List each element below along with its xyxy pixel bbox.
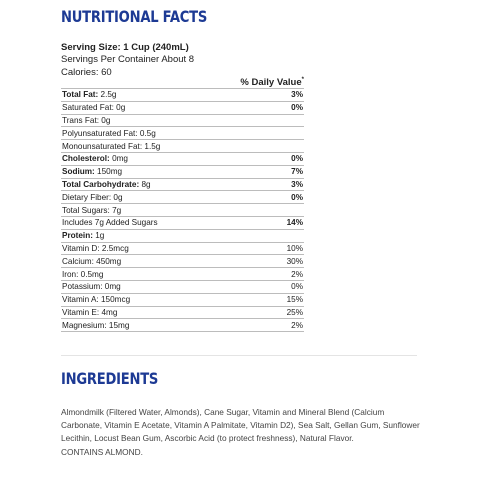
section-divider	[61, 355, 417, 356]
daily-value: 14%	[266, 216, 304, 229]
nutrient-label: Saturated Fat:	[62, 103, 114, 113]
daily-value: 0%	[266, 280, 304, 293]
ingredients-text-block	[61, 406, 423, 459]
nutrition-row	[61, 293, 304, 306]
nutrient-label: Cholesterol:	[62, 154, 110, 164]
servings-per-container: Servings Per Container About 8	[61, 54, 195, 66]
daily-value	[266, 204, 304, 217]
nutrient-cell	[61, 280, 266, 293]
nutrient-amount: 1.5g	[144, 141, 161, 151]
nutrient-amount: 150mg	[97, 167, 123, 177]
daily-value: 10%	[266, 242, 304, 255]
nutrient-amount: 150mcg	[101, 295, 131, 305]
nutrition-row	[61, 255, 304, 268]
nutrient-label: Trans Fat:	[62, 115, 100, 125]
daily-value-header	[238, 77, 304, 88]
daily-value	[266, 127, 304, 140]
nutrient-amount: 1g	[95, 231, 105, 241]
nutrient-cell	[61, 140, 266, 153]
nutrient-amount: 0.5g	[139, 128, 156, 138]
nutrient-cell	[61, 319, 266, 332]
nutrient-cell	[61, 293, 266, 306]
nutrient-label: Total Carbohydrate:	[62, 179, 140, 189]
nutrient-amount: 0g	[116, 103, 126, 113]
nutrition-row	[61, 127, 304, 140]
nutrient-label: Dietary Fiber:	[62, 192, 112, 202]
nutrient-cell	[61, 114, 266, 127]
daily-value-header-label: % Daily Value	[240, 77, 302, 89]
daily-value: 15%	[266, 293, 304, 306]
nutrient-amount: 2.5g	[100, 90, 117, 100]
nutrient-cell	[61, 216, 266, 229]
nutrition-row	[61, 306, 304, 319]
nutrient-label: Iron:	[62, 269, 79, 279]
daily-value	[266, 140, 304, 153]
ingredients-list: Almondmilk (Filtered Water, Almonds), Cane Sugar, Vitamin and Mineral Blend (Calcium Carbonate, Vitamin E Acetate, Vitamin A Palmitate, Vitamin D2), Sea Salt, Gellan Gum, Sunflower Lecithin, Locust Bean Gum, Ascorbic Acid (to protect freshness), Natural Flavor.	[61, 407, 420, 444]
nutrition-row	[61, 152, 304, 165]
daily-value: 0%	[266, 101, 304, 114]
nutrient-cell	[61, 89, 266, 102]
nutrient-label: Vitamin A:	[62, 295, 99, 305]
nutrient-label: Vitamin E:	[62, 307, 100, 317]
nutrient-cell	[61, 229, 266, 242]
nutrition-row	[61, 268, 304, 281]
nutrition-row	[61, 101, 304, 114]
nutrition-row	[61, 280, 304, 293]
nutrient-cell	[61, 127, 266, 140]
nutrient-label: Protein:	[62, 231, 93, 241]
nutrient-amount: 0g	[113, 192, 123, 202]
daily-value: 25%	[266, 306, 304, 319]
nutrition-row	[61, 216, 304, 229]
nutrition-table	[61, 88, 304, 332]
nutrient-amount: 15mg	[108, 320, 130, 330]
nutrient-amount: 0mg	[112, 154, 128, 164]
nutrition-row	[61, 140, 304, 153]
nutrition-row	[61, 204, 304, 217]
nutrient-label: Magnesium:	[62, 320, 107, 330]
nutrient-label: Calcium:	[62, 256, 94, 266]
daily-value	[266, 114, 304, 127]
nutrition-row	[61, 242, 304, 255]
nutrition-row	[61, 229, 304, 242]
serving-size: Serving Size: 1 Cup (240mL)	[61, 42, 189, 53]
daily-value: 30%	[266, 255, 304, 268]
nutrient-cell	[61, 268, 266, 281]
ingredients-heading: INGREDIENTS	[61, 369, 159, 388]
nutrient-amount: 0mg	[104, 282, 121, 292]
nutrient-amount: 0g	[101, 115, 111, 125]
nutrition-row	[61, 165, 304, 178]
nutrient-amount: 4mg	[101, 307, 118, 317]
nutrition-row	[61, 191, 304, 204]
daily-value: 2%	[266, 268, 304, 281]
daily-value: 7%	[266, 165, 304, 178]
nutrition-row	[61, 114, 304, 127]
nutrient-cell	[61, 101, 266, 114]
daily-value-footnote-marker: *	[301, 77, 304, 83]
daily-value: 3%	[266, 89, 304, 102]
nutrition-row	[61, 89, 304, 102]
nutrient-label: Monounsaturated Fat:	[62, 141, 143, 151]
allergen-statement: CONTAINS ALMOND.	[61, 446, 143, 457]
serving-info	[61, 42, 194, 79]
nutrient-amount: 0.5mg	[80, 269, 104, 279]
daily-value: 3%	[266, 178, 304, 191]
daily-value: 0%	[266, 152, 304, 165]
nutrient-cell	[61, 165, 266, 178]
nutrient-cell	[61, 191, 266, 204]
daily-value	[266, 229, 304, 242]
nutrient-amount: 450mg	[96, 256, 122, 266]
nutrition-row	[61, 319, 304, 332]
calories: Calories: 60	[61, 66, 112, 78]
nutrient-label: Polyunsaturated Fat:	[62, 128, 138, 138]
nutrition-facts-heading: NUTRITIONAL FACTS	[61, 7, 208, 26]
nutrient-label: Vitamin D:	[62, 243, 100, 253]
nutrient-label: Sodium:	[62, 167, 95, 177]
daily-value: 2%	[266, 319, 304, 332]
nutrient-label: Total Fat:	[62, 90, 99, 100]
nutrient-label: Total Sugars:	[62, 205, 110, 215]
nutrient-cell	[61, 152, 266, 165]
nutrient-amount: 2.5mcg	[101, 243, 129, 253]
nutrient-cell	[61, 255, 266, 268]
daily-value: 0%	[266, 191, 304, 204]
nutrient-label: Includes 7g Added Sugars	[62, 218, 158, 228]
nutrient-label: Potassium:	[62, 282, 103, 292]
nutrient-cell	[61, 178, 266, 191]
nutrient-amount: 7g	[112, 205, 122, 215]
nutrient-cell	[61, 204, 266, 217]
nutrition-row	[61, 178, 304, 191]
nutrient-amount: 8g	[141, 179, 151, 189]
nutrient-cell	[61, 242, 266, 255]
nutrient-cell	[61, 306, 266, 319]
